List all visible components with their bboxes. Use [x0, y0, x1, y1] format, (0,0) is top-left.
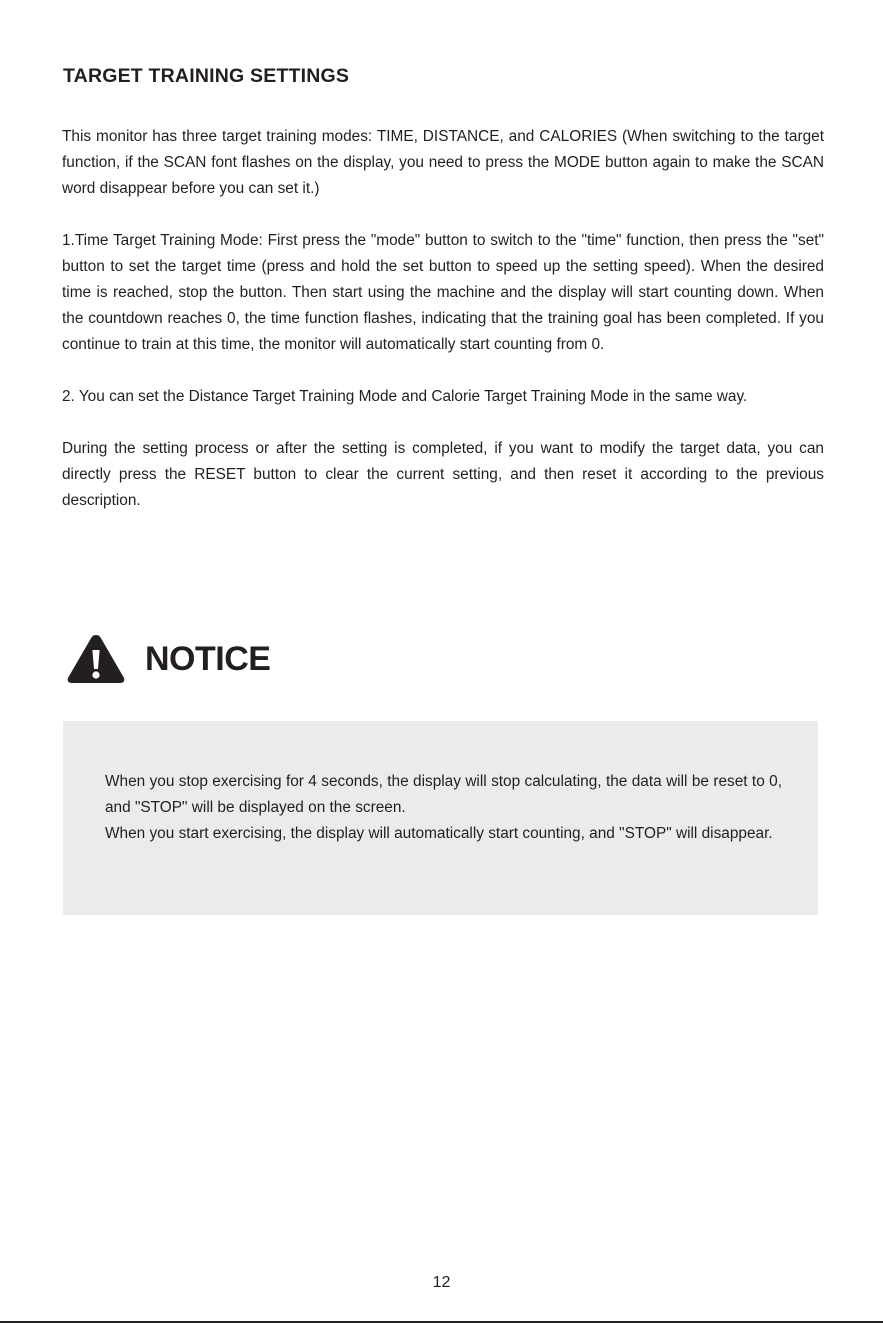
reset-paragraph: During the setting process or after the setting is completed, if you want to modify the target data, you can directly press the RESET button to clear the current setting, and then reset it according to the previous description. — [62, 440, 824, 509]
warning-triangle-icon — [66, 633, 126, 685]
notice-box — [63, 721, 818, 915]
instructions-body — [62, 124, 824, 540]
notice-header — [66, 633, 270, 685]
notice-stop-line: When you stop exercising for 4 seconds, the display will stop calculating, the data will be reset to 0, and "STOP" will be displayed on the screen. — [105, 773, 782, 816]
page-bottom-divider — [0, 1321, 883, 1323]
intro-paragraph: This monitor has three target training modes: TIME, DISTANCE, and CALORIES (When switching to the target function, if the SCAN font flashes on the display, you need to press the MODE button again to make the SCAN word disappear before you can set it.) — [62, 128, 824, 197]
notice-title: NOTICE — [145, 640, 271, 678]
distance-calorie-paragraph: 2. You can set the Distance Target Training Mode and Calorie Target Training Mode in the same way. — [62, 388, 748, 405]
time-mode-paragraph: 1.Time Target Training Mode: First press the "mode" button to switch to the "time" function, then press the "set" button to set the target time (press and hold the set button to speed up the setting speed). When the desired time is reached, stop the button. Then start using the machine and the display will start counting down. When the countdown reaches 0, the time function flashes, indicating that the training goal has been completed. If you continue to train at this time, the monitor will automatically start counting from 0. — [62, 232, 824, 353]
page-number: 12 — [432, 1274, 451, 1291]
page-title: TARGET TRAINING SETTINGS — [63, 65, 350, 87]
notice-start-line: When you start exercising, the display will automatically start counting, and "STOP" will disappear. — [105, 825, 773, 842]
